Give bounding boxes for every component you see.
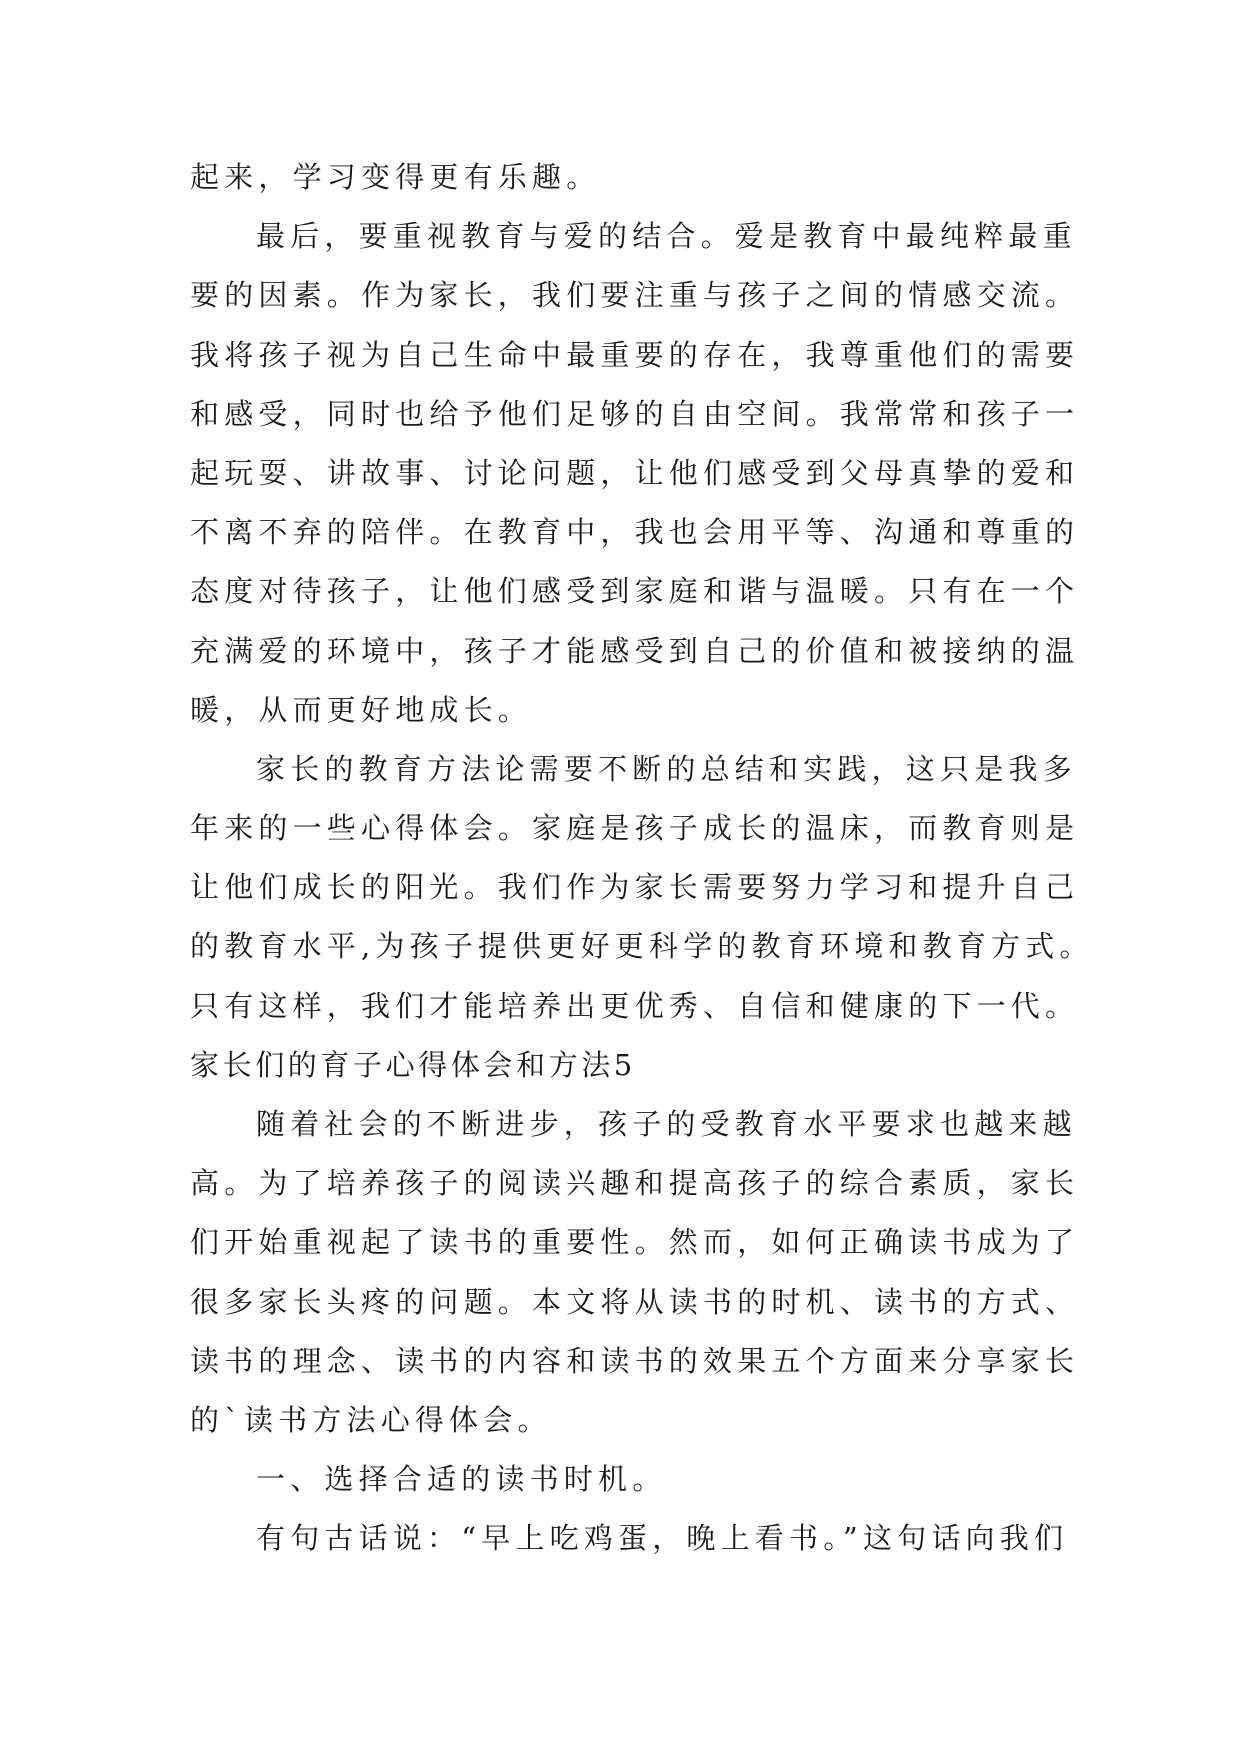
text-line: 充满爱的环境中，孩子才能感受到自己的价值和被接纳的温	[190, 633, 1080, 668]
subheading-line: 一、选择合适的读书时机。	[256, 1462, 667, 1497]
text-line: 态度对待孩子，让他们感受到家庭和谐与温暖。只有在一个	[190, 574, 1080, 609]
text-line: 随着社会的不断进步，孩子的受教育水平要求也越来越	[256, 1107, 1077, 1141]
text-line: 家长的教育方法论需要不断的总结和实践，这只是我多	[256, 751, 1077, 786]
text-line: 的`读书方法心得体会。	[190, 1402, 552, 1437]
text-line: 暖，从而更好地成长。	[190, 692, 533, 727]
text-line: 的教育水平,为孩子提供更好更科学的教育环境和教育方式。	[190, 929, 1094, 964]
text-line: 起玩耍、讲故事、讨论问题，让他们感受到父母真挚的爱和	[190, 455, 1080, 490]
document-page	[190, 148, 1094, 1569]
text-line: 读书的理念、读书的内容和读书的效果五个方面来分享家长	[190, 1343, 1080, 1378]
section-heading: 家长们的育子心得体会和方法5	[190, 1047, 636, 1082]
text-line: 年来的一些心得体会。家庭是孩子成长的温床，而教育则是	[190, 811, 1080, 846]
text-line: 起来，学习变得更有乐趣。	[190, 160, 601, 194]
text-line: 有句古话说：“早上吃鸡蛋，晚上看书。”这句话向我们	[256, 1521, 1069, 1556]
text-line: 们开始重视起了读书的重要性。然而，如何正确读书成为了	[190, 1225, 1080, 1260]
text-line: 和感受，同时也给予他们足够的自由空间。我常常和孩子一	[190, 396, 1080, 431]
text-line: 不离不弃的陪伴。在教育中，我也会用平等、沟通和尊重的	[190, 515, 1080, 550]
text-line: 很多家长头疼的问题。本文将从读书的时机、读书的方式、	[190, 1284, 1080, 1319]
text-line: 只有这样，我们才能培养出更优秀、自信和健康的下一代。	[190, 988, 1080, 1023]
text-line: 最后，要重视教育与爱的结合。爱是教育中最纯粹最重	[256, 219, 1077, 254]
text-line: 高。为了培养孩子的阅读兴趣和提高孩子的综合素质，家长	[190, 1166, 1080, 1201]
text-line: 我将孩子视为自己生命中最重要的存在，我尊重他们的需要	[190, 337, 1080, 372]
text-line: 要的因素。作为家长，我们要注重与孩子之间的情感交流。	[190, 278, 1080, 313]
text-line: 让他们成长的阳光。我们作为家长需要努力学习和提升自己	[190, 870, 1080, 905]
